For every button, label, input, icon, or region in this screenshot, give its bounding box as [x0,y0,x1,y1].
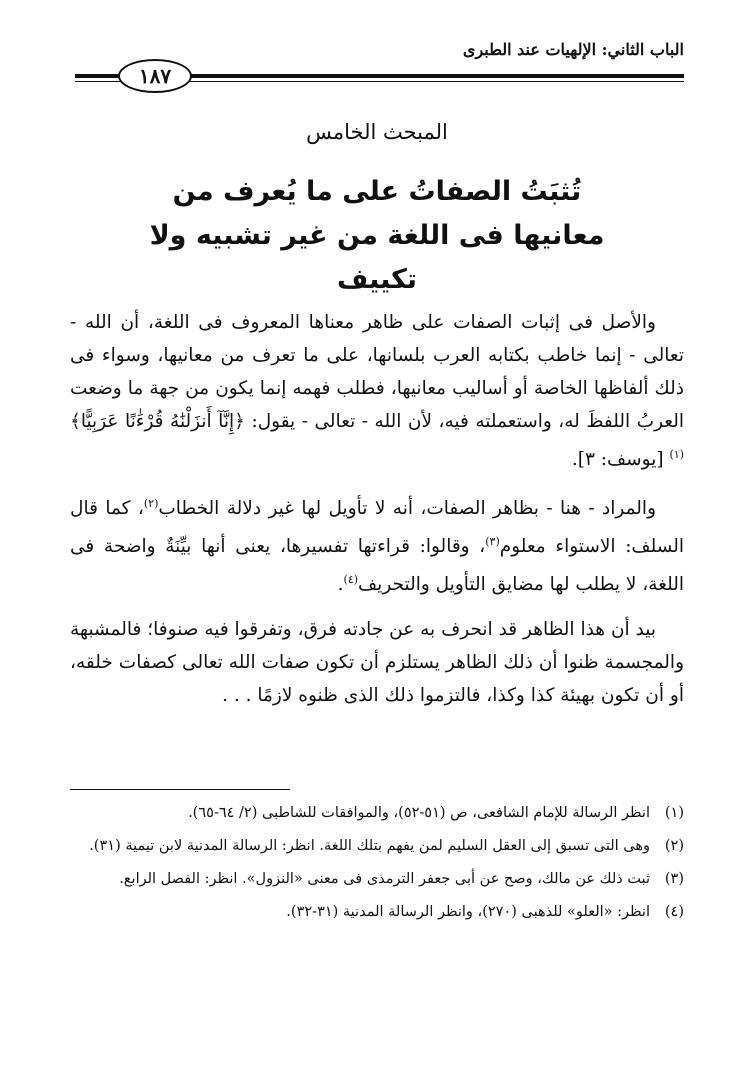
footnote-item [70,899,684,926]
footnote-number: (٢) [664,838,684,854]
footnote-ref-1[interactable]: (١) [669,448,684,461]
page-number: ١٨٧ [118,59,192,93]
running-title: الباب الثاني: الإلهيات عند الطبرى [462,40,684,59]
paragraph-2 [70,487,684,601]
footnote-text: ثبت ذلك عن مالك، وصح عن أبى جعفر الترمذى فى معنى «النزول». انظر: الفصل الرابع. [119,871,650,887]
paragraph-2-part-d: . [337,574,344,596]
quran-verse: ﴿إِنَّآ أَنزَلْنَٰهُ قُرْءَٰنًا عَرَبِيًّا﴾ [70,411,245,432]
paragraph-2-part-c: ، وقالوا: قراءتها تفسيرها، يعنى أنها بيِّنَةٌ واضحة فى اللغة، لا يطلب لها مضايق التأويل والتحريف [70,536,684,596]
footnote-text: انظر: «العلو» للذهبى (٢٧٠)، وانظر الرسالة المدنية (٣١-٣٢). [286,904,650,920]
paragraph-2-part-a: والمراد - هنا - بظاهر الصفات، أنه لا تأويل لها غير دلالة الخطاب [158,498,656,520]
paragraph-3: بيد أن هذا الظاهر قد انحرف به عن جادته فرق، وتفرقوا فيه صنوفا؛ فالمشبهة والمجسمة ظنوا أن ذلك الظاهر يستلزم أن تكون صفات الله تعالى كصفات خلقه، أو أن تكون بهيئة كذا وكذا، فالتزموا ذلك الذى ظنوه لازمًا . . . [70,618,684,706]
footnote-ref-2[interactable]: (٢) [143,497,159,511]
paragraph-1 [70,306,684,476]
footnote-ref-4[interactable]: (٤) [343,573,359,587]
footnote-item [70,866,684,893]
footnote-number: (١) [664,805,684,821]
footnote-text: انظر الرسالة للإمام الشافعى، ص (٥١-٥٢)، والموافقات للشاطبى (٢/ ٦٤-٦٥). [188,805,650,821]
paragraph-2-part-b: ، كما قال السلف: الاستواء معلوم [70,498,684,558]
section-label: المبحث الخامس [306,120,448,144]
body-text [70,306,684,723]
footnote-number: (٤) [664,904,684,920]
footnote-ref-3[interactable]: (٣) [485,535,500,549]
footnote-separator [70,789,290,790]
verse-citation: [يوسف: ٣]. [571,449,670,471]
footnote-text: وهى التى تسبق إلى العقل السليم لمن يفهم بتلك اللغة. انظر: الرسالة المدنية لابن تيمية (٣١). [89,838,650,854]
footnote-item [70,800,684,827]
footnotes [70,800,684,932]
paragraph-1-text: والأصل فى إثبات الصفات على ظاهر معناها المعروف فى اللغة، أن الله - تعالى - إنما خاطب بكتابه العرب بلسانها، على ما تعرف من معانيها، وسواء فى ذلك ألفاظها الخاصة أو أساليب معانيها، فطلب فهمه إنما يكون من جهة ما وضعت العربُ اللفظَ له، واستعملته فيه، لأن الله - تعالى - يقول: [70,312,685,432]
footnote-item [70,833,684,860]
chapter-title: تُثبَتُ الصفاتُ على ما يُعرف من معانيها فى اللغة من غير تشبيه ولا تكييف [149,176,605,295]
footnote-number: (٣) [664,871,684,887]
